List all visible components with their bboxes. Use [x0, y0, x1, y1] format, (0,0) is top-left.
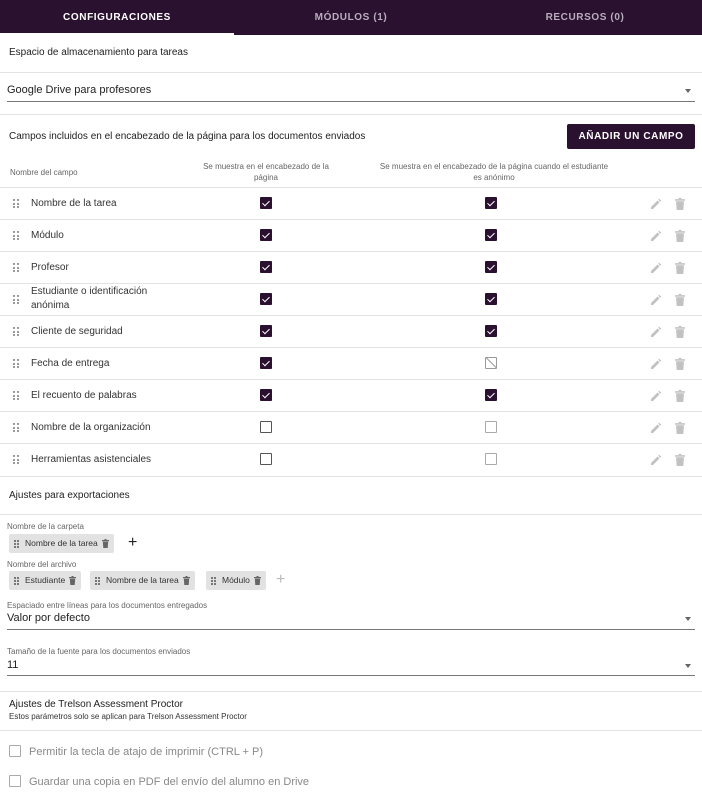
field-row: [0, 283, 702, 315]
trash-icon[interactable]: [675, 294, 685, 309]
trash-icon[interactable]: [675, 230, 685, 245]
trash-icon[interactable]: [675, 198, 685, 213]
chevron-down-icon: [685, 664, 691, 668]
folder-chip[interactable]: [9, 534, 114, 553]
drag-handle-icon[interactable]: [13, 327, 21, 338]
allow-print-option[interactable]: [9, 745, 263, 758]
trash-icon[interactable]: [675, 422, 685, 437]
file-chip-estudiante[interactable]: [9, 571, 81, 590]
file-chip-nombre-tarea[interactable]: [90, 571, 195, 590]
anonymous-checkbox[interactable]: [485, 325, 497, 337]
anonymous-checkbox[interactable]: [485, 293, 497, 305]
save-pdf-label: Guardar una copia en PDF del envío del alumno en Drive: [29, 776, 310, 788]
drag-handle-icon[interactable]: [13, 263, 21, 274]
anonymous-checkbox[interactable]: [485, 421, 497, 433]
anonymous-checkbox[interactable]: [485, 389, 497, 401]
field-row: [0, 251, 702, 283]
field-row: [0, 187, 702, 219]
shown-checkbox[interactable]: [260, 389, 272, 401]
shown-checkbox[interactable]: [260, 197, 272, 209]
drag-handle-icon[interactable]: [13, 359, 21, 370]
divider: [0, 476, 702, 477]
trash-icon[interactable]: [675, 326, 685, 341]
trash-icon[interactable]: [102, 539, 109, 548]
shown-checkbox[interactable]: [260, 229, 272, 241]
anonymous-checkbox[interactable]: [485, 261, 497, 273]
proctor-subtitle: Estos parámetros solo se aplican para Trelson Assessment Proctor: [9, 712, 247, 721]
field-name: Fecha de entrega: [31, 358, 110, 369]
drag-handle-icon[interactable]: [95, 577, 101, 585]
folder-name-label: Nombre de la carpeta: [7, 522, 84, 531]
trash-icon[interactable]: [254, 576, 261, 585]
divider: [0, 514, 702, 515]
column-header-anonymous: Se muestra en el encabezado de la página cuando el estudiante es anónimo: [379, 162, 609, 182]
field-name: Profesor: [31, 262, 69, 273]
tab-modulos[interactable]: MÓDULOS (1): [314, 12, 388, 23]
shown-checkbox[interactable]: [260, 421, 272, 433]
field-name: Estudiante o identificación anónima: [31, 286, 148, 311]
edit-icon[interactable]: [650, 262, 662, 277]
edit-icon[interactable]: [650, 326, 662, 341]
edit-icon[interactable]: [650, 230, 662, 245]
edit-icon[interactable]: [650, 422, 662, 437]
trash-icon[interactable]: [675, 262, 685, 277]
file-chip-modulo[interactable]: [206, 571, 266, 590]
edit-icon[interactable]: [650, 198, 662, 213]
trash-icon[interactable]: [183, 576, 190, 585]
field-name: Nombre de la tarea: [31, 198, 117, 209]
drag-handle-icon[interactable]: [13, 423, 21, 434]
font-size-value: 11: [7, 659, 19, 671]
allow-print-checkbox[interactable]: [9, 745, 21, 757]
drag-handle-icon[interactable]: [13, 391, 21, 402]
field-name: El recuento de palabras: [31, 390, 137, 401]
spacing-select[interactable]: [7, 612, 695, 630]
divider: [0, 72, 702, 73]
allow-print-label: Permitir la tecla de atajo de imprimir (CTRL + P): [29, 746, 264, 758]
trash-icon[interactable]: [675, 358, 685, 373]
drag-handle-icon[interactable]: [211, 577, 217, 585]
shown-checkbox[interactable]: [260, 453, 272, 465]
chip-label: Módulo: [222, 575, 250, 585]
chip-label: Estudiante: [25, 575, 66, 585]
font-size-label: Tamaño de la fuente para los documentos enviados: [7, 647, 191, 656]
divider: [0, 730, 702, 731]
storage-select[interactable]: [7, 84, 695, 102]
field-row: [0, 315, 702, 347]
drag-handle-icon[interactable]: [13, 455, 21, 466]
drag-handle-icon[interactable]: [14, 577, 20, 585]
field-row: [0, 379, 702, 411]
drag-handle-icon[interactable]: [13, 295, 21, 306]
column-header-name: Nombre del campo: [10, 168, 78, 177]
spacing-label: Espaciado entre líneas para los documentos entregados: [7, 601, 208, 610]
field-name: Herramientas asistenciales: [31, 454, 152, 465]
trash-icon[interactable]: [675, 390, 685, 405]
field-name: Nombre de la organización: [31, 422, 151, 433]
tab-recursos[interactable]: RECURSOS (0): [545, 12, 625, 23]
edit-icon[interactable]: [650, 294, 662, 309]
shown-checkbox[interactable]: [260, 261, 272, 273]
shown-checkbox[interactable]: [260, 325, 272, 337]
drag-handle-icon[interactable]: [13, 199, 21, 210]
shown-checkbox[interactable]: [260, 357, 272, 369]
edit-icon[interactable]: [650, 358, 662, 373]
add-field-button[interactable]: AÑADIR UN CAMPO: [567, 124, 695, 149]
divider: [0, 691, 702, 692]
anonymous-checkbox[interactable]: [485, 453, 497, 465]
drag-handle-icon[interactable]: [13, 231, 21, 242]
field-name: Cliente de seguridad: [31, 326, 123, 337]
field-row: [0, 411, 702, 443]
field-name: Módulo: [31, 230, 64, 241]
chevron-down-icon: [685, 89, 691, 93]
proctor-title: Ajustes de Trelson Assessment Proctor: [9, 699, 183, 710]
edit-icon[interactable]: [650, 390, 662, 405]
anonymous-checkbox: [485, 357, 497, 369]
export-label: Ajustes para exportaciones: [9, 490, 130, 501]
field-row: [0, 219, 702, 251]
trash-icon[interactable]: [675, 454, 685, 469]
storage-value: Google Drive para profesores: [7, 84, 152, 96]
column-header-shown: Se muestra en el encabezado de la página: [203, 162, 329, 182]
tab-bar: [0, 0, 702, 35]
anonymous-checkbox[interactable]: [485, 197, 497, 209]
divider: [0, 114, 702, 115]
field-row: [0, 443, 702, 475]
spacing-value: Valor por defecto: [7, 612, 90, 624]
shown-checkbox[interactable]: [260, 293, 272, 305]
storage-label: Espacio de almacenamiento para tareas: [9, 47, 188, 58]
add-file-token-icon[interactable]: +: [276, 571, 286, 588]
drag-handle-icon[interactable]: [14, 540, 20, 548]
header-fields-label: Campos incluidos en el encabezado de la página para los documentos enviados: [9, 131, 366, 142]
anonymous-checkbox[interactable]: [485, 229, 497, 241]
field-row: [0, 347, 702, 379]
chip-label: Nombre de la tarea: [106, 575, 179, 585]
font-size-select[interactable]: [7, 659, 695, 676]
edit-icon[interactable]: [650, 454, 662, 469]
save-pdf-option[interactable]: [9, 775, 309, 788]
trash-icon[interactable]: [69, 576, 76, 585]
save-pdf-checkbox[interactable]: [9, 775, 21, 787]
chevron-down-icon: [685, 617, 691, 621]
tab-configuraciones[interactable]: CONFIGURACIONES: [0, 0, 234, 35]
add-folder-token-icon[interactable]: +: [128, 534, 138, 551]
file-name-label: Nombre del archivo: [7, 560, 77, 569]
chip-label: Nombre de la tarea: [25, 538, 98, 548]
